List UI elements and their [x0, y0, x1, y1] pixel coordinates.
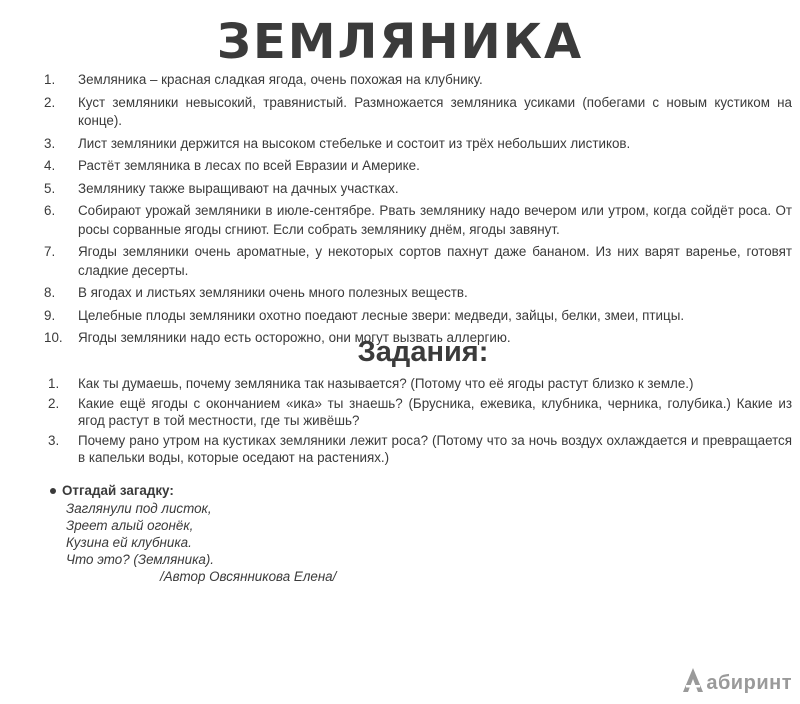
watermark — [681, 666, 792, 694]
riddle-heading-text: Отгадай загадку: — [62, 483, 174, 498]
item-text: Ягоды земляники надо есть осторожно, они могут вызвать аллергию. — [78, 330, 511, 345]
item-number: 3. — [48, 432, 60, 448]
labirint-logo-icon — [681, 666, 705, 694]
item-number: 4. — [44, 158, 56, 173]
item-text: Собирают урожай земляники в июле-сентябре. Рвать землянику надо вечером или утром, когда сойдёт роса. От росы сорванные ягоды сгниют. Если собрать землянику днём, ягоды завянут. — [78, 203, 792, 237]
riddle-line: Зреет алый огонёк, — [66, 518, 194, 533]
list-item — [44, 243, 792, 280]
item-text: Целебные плоды земляники охотно поедают лесные звери: медведи, зайцы, белки, змеи, птицы. — [78, 307, 685, 323]
riddle-heading — [50, 482, 450, 500]
item-text: Землянику также выращивают на дачных участках. — [78, 180, 399, 196]
facts-list — [44, 71, 792, 352]
item-number: 5. — [44, 180, 56, 196]
item-text: Как ты думаешь, почему земляника так называется? (Потому что её ягоды растут близко к земле.) — [78, 376, 694, 391]
list-item — [48, 432, 792, 467]
list-item — [44, 202, 792, 239]
bullet-icon — [50, 488, 56, 494]
tasks-list — [48, 375, 792, 469]
item-number: 7. — [44, 244, 56, 259]
watermark-text: абиринт — [706, 672, 792, 694]
item-text: Какие ещё ягоды с окончанием «ика» ты знаешь? (Брусника, ежевика, клубника, черника, голубика.) Какие из ягод растут в той местности, где ты живёшь? — [78, 395, 792, 428]
item-number: 2. — [48, 395, 60, 411]
page-title: ЗЕМЛЯНИКА — [216, 14, 584, 70]
list-item — [44, 284, 792, 303]
item-number: 1. — [44, 72, 56, 87]
list-item — [48, 395, 792, 430]
list-item — [48, 375, 792, 393]
riddle-line: Кузина ей клубника. — [66, 535, 192, 550]
item-text: Растёт земляника в лесах по всей Евразии и Америке. — [78, 158, 420, 173]
list-item — [44, 180, 792, 199]
item-text: Ягоды земляники очень ароматные, у некоторых сортов пахнут даже бананом. Из них варят варенье, готовят сладкие десерты. — [78, 244, 792, 278]
item-number: 9. — [44, 307, 56, 323]
item-number: 6. — [44, 203, 56, 218]
list-item — [44, 71, 792, 90]
item-text: Земляника – красная сладкая ягода, очень похожая на клубнику. — [78, 72, 483, 87]
tasks-title: Задания: — [357, 336, 489, 368]
item-number: 8. — [44, 285, 56, 300]
list-item — [44, 135, 792, 154]
item-text: Куст земляники невысокий, травянистый. Размножается земляника усиками (побегами с новым кустиком на конце). — [78, 94, 792, 128]
item-text: Лист земляники держится на высоком стебельке и состоит из трёх небольших листиков. — [78, 135, 631, 151]
riddle-author: /Автор Овсянникова Елена/ — [160, 569, 337, 584]
item-number: 10. — [44, 330, 63, 345]
riddle-line: Что это? (Земляника). — [66, 552, 215, 567]
riddle-line: Заглянули под листок, — [66, 501, 212, 516]
riddle-lines — [50, 500, 450, 568]
list-item — [44, 157, 792, 176]
riddle-block — [50, 482, 450, 585]
item-text: Почему рано утром на кустиках земляники лежит роса? (Потому что за ночь воздух охлаждается и превращается в капельки воды, которые оседают на растениях.) — [78, 432, 792, 465]
item-number: 3. — [44, 135, 56, 151]
list-item — [44, 94, 792, 131]
item-number: 2. — [44, 94, 56, 110]
item-text: В ягодах и листьях земляники очень много полезных веществ. — [78, 285, 468, 300]
item-number: 1. — [48, 376, 60, 391]
list-item — [44, 307, 792, 326]
